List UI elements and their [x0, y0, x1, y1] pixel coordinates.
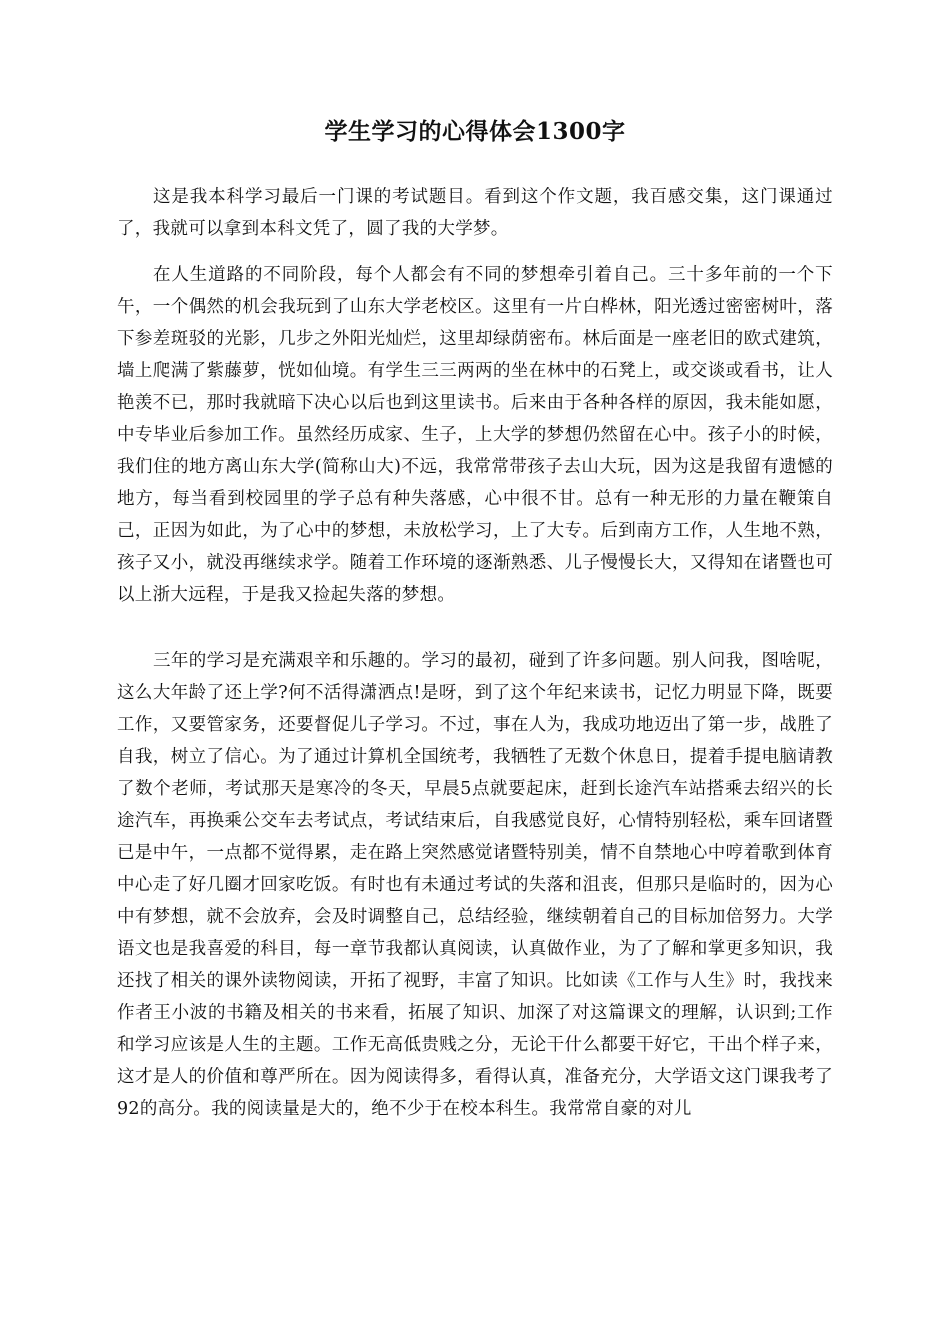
paragraph-1: 这是我本科学习最后一门课的考试题目。看到这个作文题，我百感交集，这门课通过了，我就可以拿到本科文凭了，圆了我的大学梦。 [117, 187, 833, 239]
paragraph-2: 在人生道路的不同阶段，每个人都会有不同的梦想牵引着自己。三十多年前的一个下午，一个偶然的机会我玩到了山东大学老校区。这里有一片白桦林，阳光透过密密树叶，落下参差斑驳的光影，几步之外阳光灿烂，这里却绿荫密布。林后面是一座老旧的欧式建筑，墙上爬满了紫藤萝，恍如仙境。有学生三三两两的坐在林中的石凳上，或交谈或看书，让人艳羡不已，那时我就暗下决心以后也到这里读书。后来由于各种各样的原因，我未能如愿，中专毕业后参加工作。虽然经历成家、生子，上大学的梦想仍然留在心中。孩子小的时候，我们住的地方离山东大学(简称山大)不远，我常常带孩子去山大玩，因为这是我留有遗憾的地方，每当看到校园里的学子总有种失落感，心中很不甘。总有一种无形的力量在鞭策自己，正因为如此，为了心中的梦想，未放松学习，上了大专。后到南方工作，人生地不熟，孩子又小，就没再继续求学。随着工作环境的逐渐熟悉、儿子慢慢长大，又得知在诸暨也可以上浙大远程，于是我又捡起失落的梦想。 [117, 265, 833, 605]
paragraph-3: 三年的学习是充满艰辛和乐趣的。学习的最初，碰到了许多问题。别人问我，图啥呢，这么大年龄了还上学?何不活得潇洒点!是呀，到了这个年纪来读书，记忆力明显下降，既要工作，又要管家务，还要督促儿子学习。不过，事在人为，我成功地迈出了第一步，战胜了自我，树立了信心。为了通过计算机全国统考，我牺牲了无数个休息日，提着手提电脑请教了数个老师，考试那天是寒冷的冬天，早晨5点就要起床，赶到长途汽车站搭乘去绍兴的长途汽车，再换乘公交车去考试点，考试结束后，自我感觉良好，心情特别轻松，乘车回诸暨已是中午，一点都不觉得累，走在路上突然感觉诸暨特别美，情不自禁地心中哼着歌到体育中心走了好几圈才回家吃饭。有时也有未通过考试的失落和沮丧，但那只是临时的，因为心中有梦想，就不会放弃，会及时调整自己，总结经验，继续朝着自己的目标加倍努力。大学语文也是我喜爱的科目，每一章节我都认真阅读，认真做作业，为了了解和掌更多知识，我还找了相关的课外读物阅读，开拓了视野，丰富了知识。比如读《工作与人生》时，我找来作者王小波的书籍及相关的书来看，拓展了知识、加深了对这篇课文的理解，认识到;工作和学习应该是人生的主题。工作无高低贵贱之分，无论干什么都要干好它，干出个样子来，这才是人的价值和尊严所在。因为阅读得多，看得认真，准备充分，大学语文这门课我考了92的高分。我的阅读量是大的，绝不少于在校本科生。我常常自豪的对儿 [117, 651, 833, 1119]
document-title: 学生学习的心得体会1300字 [324, 118, 626, 145]
